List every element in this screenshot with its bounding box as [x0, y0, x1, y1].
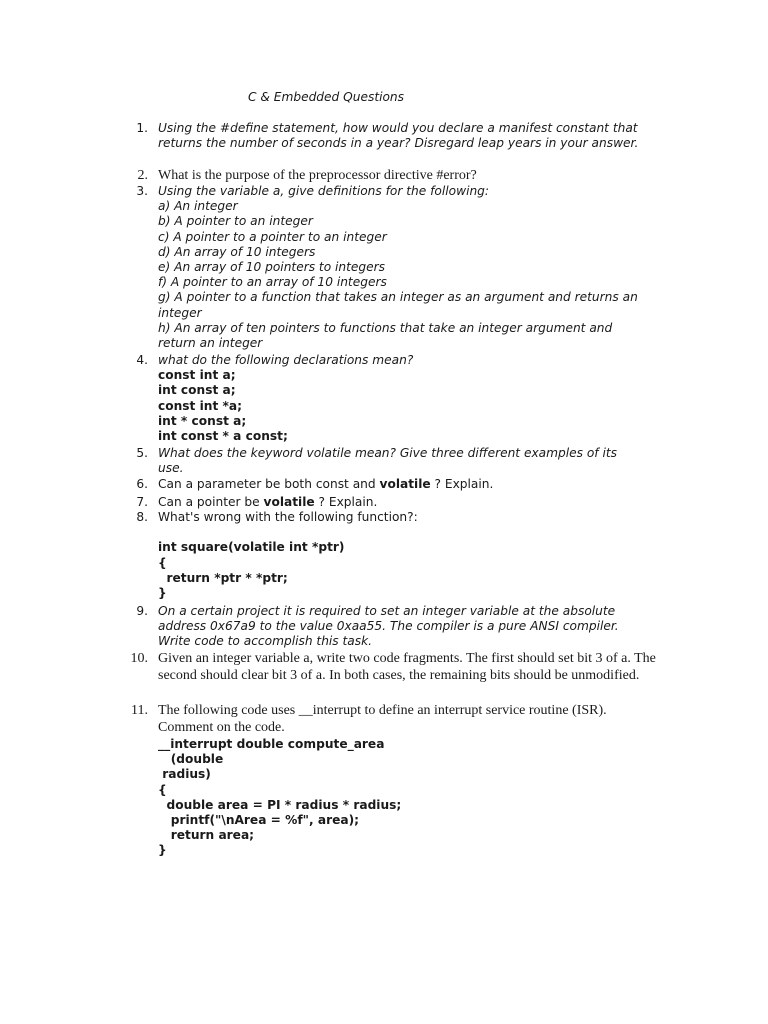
code-line: (double [158, 752, 224, 767]
page-title: C & Embedded Questions [248, 90, 405, 104]
question-number: 1. [136, 121, 148, 135]
question-number: 10. [130, 651, 148, 666]
question-text: Given an integer variable a, write two code fragments. The first should set bit 3 of a. The second should clear bit 3 of a. In both cases, the remaining bits should be unmodified. [158, 651, 656, 683]
question-number: 3. [136, 184, 148, 198]
list-item: h) An array of ten pointers to functions that take an integer argument and return an integer [158, 320, 613, 351]
question-number: 11. [131, 703, 148, 718]
code-line: const int *a; [158, 398, 242, 413]
keyword: volatile [263, 495, 315, 509]
list-item: c) A pointer to a pointer to an integer [158, 229, 387, 244]
question-text-post: ? Explain. [430, 477, 494, 491]
code-line: return *ptr * *ptr; [158, 570, 288, 585]
question-lead: what do the following declarations mean? [158, 353, 414, 367]
question-number: 8. [136, 510, 148, 524]
question-text: On a certain project it is required to set an integer variable at the absolute address 0x67a9 to the value 0xaa55. The compiler is a pure ANSI compiler. Write code to accomplish this task. [158, 604, 619, 649]
list-item: f) A pointer to an array of 10 integers [158, 275, 387, 290]
question-text: What is the purpose of the preprocessor directive #error? [158, 168, 477, 183]
question-number: 7. [136, 495, 148, 509]
question-text-pre: Can a pointer be [158, 495, 264, 509]
question-lead: Using the variable a, give definitions for the following: [158, 184, 490, 198]
question-text [158, 184, 643, 351]
question-lead: The following code uses __interrupt to define an interrupt service routine (ISR). Comment on the code. [158, 703, 607, 735]
code-line: int * const a; [158, 413, 247, 428]
question-lead: What's wrong with the following function?: [158, 510, 418, 524]
code-line: printf("\nArea = %f", area); [158, 813, 360, 828]
question-text-pre: Can a parameter be both const and [158, 477, 380, 491]
question-text [158, 353, 658, 444]
code-line: return area; [158, 828, 255, 843]
code-line: { [158, 782, 167, 797]
question-number: 5. [136, 446, 148, 460]
code-line: int const a; [158, 383, 236, 398]
list-item: e) An array of 10 pointers to integers [158, 260, 386, 275]
list-item: g) A pointer to a function that takes an integer as an argument and returns an integer [158, 290, 638, 320]
question-number: 4. [136, 353, 148, 367]
question-number: 9. [136, 604, 148, 618]
question-text [158, 510, 658, 601]
list-item: b) A pointer to an integer [158, 214, 313, 229]
list-item: a) An integer [158, 199, 238, 214]
question-text [158, 495, 658, 510]
code-line: int square(volatile int *ptr) [158, 540, 345, 555]
question-text: Using the #define statement, how would you declare a manifest constant that returns the number of seconds in a year? Disregard leap years in your answer. [158, 121, 639, 151]
question-text [158, 477, 658, 492]
code-line: } [158, 843, 167, 858]
code-line: __interrupt double compute_area [158, 737, 385, 751]
code-line: { [158, 555, 167, 570]
code-line: int const * a const; [158, 429, 288, 444]
question-text [158, 703, 658, 859]
code-line: double area = PI * radius * radius; [158, 797, 402, 812]
code-line: } [158, 586, 167, 600]
question-number: 6. [136, 477, 148, 491]
question-text: What does the keyword volatile mean? Give three different examples of its use. [158, 446, 617, 476]
question-text-post: ? Explain. [314, 495, 378, 509]
keyword: volatile [379, 477, 431, 491]
question-number: 2. [137, 168, 148, 183]
code-line: radius) [158, 767, 211, 782]
code-line: const int a; [158, 368, 236, 383]
list-item: d) An array of 10 integers [158, 244, 316, 259]
